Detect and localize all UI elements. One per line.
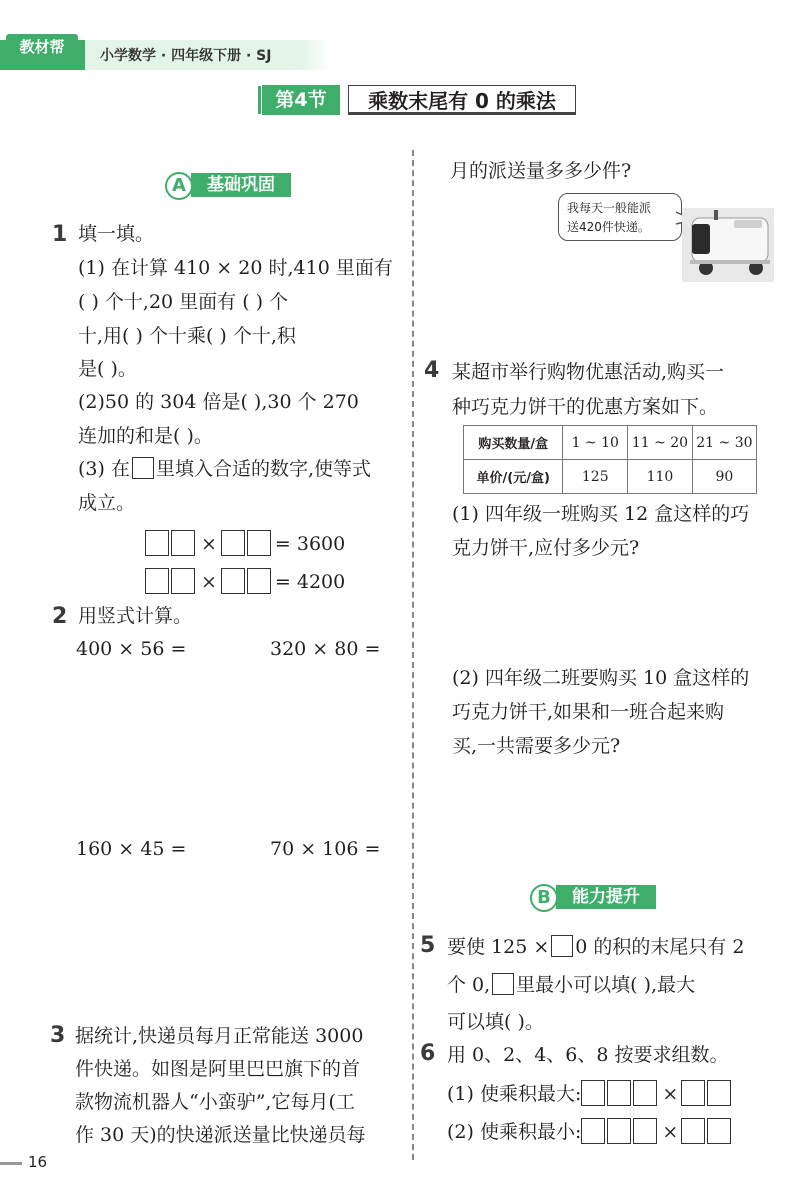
bubble-line: 送420件快递。 (567, 220, 650, 234)
q2-expr: 70 × 106 = (270, 838, 381, 860)
q1-part3 (78, 457, 371, 481)
price-table (463, 425, 757, 494)
answer-box[interactable] (581, 1118, 605, 1144)
answer-box[interactable] (247, 568, 271, 594)
bubble-line: 我每天一般能派 (567, 201, 652, 215)
q6-part1 (447, 1080, 733, 1106)
table-cell: 90 (692, 460, 756, 494)
answer-box[interactable] (707, 1118, 731, 1144)
equation-row: × = 4200 (145, 568, 345, 594)
times-sign: × (662, 1121, 679, 1143)
q3-number: 3 (50, 1023, 66, 1048)
table-row (464, 426, 757, 460)
answer-box[interactable] (607, 1080, 631, 1106)
q4-line: 种巧克力饼干的优惠方案如下。 (452, 396, 719, 418)
answer-box[interactable] (633, 1118, 657, 1144)
answer-box[interactable] (221, 568, 245, 594)
table-cell: 购买数量/盒 (464, 426, 563, 460)
answer-box[interactable] (681, 1118, 705, 1144)
q2-title: 用竖式计算。 (78, 605, 193, 627)
q6-title: 用 0、2、4、6、8 按要求组数。 (447, 1044, 729, 1066)
q4-p2: 买,一共需要多少元? (452, 735, 621, 757)
q6-p2-label: (2) 使乘积最小: (447, 1121, 582, 1143)
section-title: 乘数末尾有 0 的乘法 (348, 85, 576, 115)
header-series: 小学数学 · 四年级下册 · SJ (100, 48, 272, 64)
equation-result: = 4200 (274, 571, 346, 593)
q5-number: 5 (420, 933, 436, 958)
part-b-label: 能力提升 (556, 885, 656, 909)
q2-expr: 160 × 45 = (76, 838, 187, 860)
equation-row: × = 3600 (145, 530, 345, 556)
delivery-robot-image (682, 206, 774, 284)
table-cell: 125 (563, 460, 628, 494)
q6-number: 6 (420, 1041, 436, 1066)
part-a-label: 基础巩固 (191, 173, 291, 197)
q4-p2: (2) 四年级二班要购买 10 盒这样的 (452, 667, 750, 689)
q1-number: 1 (52, 222, 68, 247)
answer-box[interactable] (221, 530, 245, 556)
answer-box[interactable] (492, 973, 514, 995)
column-divider (412, 150, 414, 1160)
table-cell: 单价/(元/盒) (464, 460, 563, 494)
q3-line: 款物流机器人“小蛮驴”,它每月(工 (75, 1091, 355, 1113)
q4-p1: (1) 四年级一班购买 12 盒这样的巧 (452, 503, 750, 525)
part-a-letter: A (165, 172, 193, 200)
q5-l2-pre: 个 0, (447, 974, 491, 996)
q2-number: 2 (52, 604, 68, 629)
q4-number: 4 (424, 358, 440, 383)
table-cell: 21 ~ 30 (692, 426, 756, 460)
answer-box[interactable] (171, 568, 195, 594)
table-cell: 110 (628, 460, 693, 494)
q1-p3-line2: 成立。 (78, 492, 136, 514)
q1-p3-post: 里填入合适的数字,使等式 (155, 458, 372, 480)
q4-p2: 巧克力饼干,如果和一班合起来购 (452, 701, 725, 723)
answer-box[interactable] (707, 1080, 731, 1106)
answer-box[interactable] (581, 1080, 605, 1106)
answer-box[interactable] (681, 1080, 705, 1106)
table-cell: 11 ~ 20 (628, 426, 693, 460)
q5-line3: 可以填( )。 (447, 1011, 544, 1033)
answer-box[interactable] (132, 457, 154, 479)
answer-box[interactable] (633, 1080, 657, 1106)
q5-l1-pre: 要使 125 × (447, 936, 550, 958)
page-number-dash (0, 1162, 22, 1165)
q1-p3-pre: (3) 在 (78, 458, 130, 480)
table-row (464, 460, 757, 494)
q5-l1-post: 0 的积的末尾只有 2 (575, 936, 745, 958)
header-brand: 教材帮 (6, 34, 78, 60)
times-sign: × (662, 1083, 679, 1105)
q6-part2 (447, 1118, 733, 1144)
page-number: 16 (28, 1153, 48, 1171)
q3-line: 据统计,快递员每月正常能送 3000 (75, 1025, 364, 1047)
answer-box[interactable] (247, 530, 271, 556)
q5-l2-post: 里最小可以填( ),最大 (516, 974, 696, 996)
q1-line: 是( )。 (78, 358, 137, 380)
section-number: 第4节 (262, 85, 340, 115)
q6-p1-label: (1) 使乘积最大: (447, 1083, 582, 1105)
answer-box[interactable] (145, 530, 169, 556)
q2-expr: 400 × 56 = (76, 638, 187, 660)
answer-box[interactable] (145, 568, 169, 594)
q1-line: 连加的和是( )。 (78, 425, 213, 447)
q1-line: (1) 在计算 410 × 20 时,410 里面有 (78, 257, 393, 279)
answer-box[interactable] (551, 935, 573, 957)
q3-line: 作 30 天)的快递派送量比快递员每 (75, 1124, 366, 1146)
q2-expr: 320 × 80 = (270, 638, 381, 660)
q3-line: 月的派送量多多少件? (450, 160, 632, 182)
q1-line: ( ) 个十,20 里面有 ( ) 个 (78, 291, 289, 313)
q1-line: (2)50 的 304 倍是( ),30 个 270 (78, 391, 359, 413)
q4-line: 某超市举行购物优惠活动,购买一 (452, 361, 725, 383)
part-b-letter: B (530, 884, 558, 912)
q3-line: 件快递。如图是阿里巴巴旗下的首 (75, 1058, 361, 1080)
q1-title: 填一填。 (78, 223, 155, 245)
q5-line2 (447, 973, 695, 997)
q1-line: 十,用( ) 个十乘( ) 个十,积 (78, 325, 296, 347)
answer-box[interactable] (171, 530, 195, 556)
q4-p1: 克力饼干,应付多少元? (452, 537, 640, 559)
table-cell: 1 ~ 10 (563, 426, 628, 460)
q5-line1 (447, 935, 745, 959)
equation-result: = 3600 (274, 533, 346, 555)
speech-bubble (558, 193, 682, 241)
answer-box[interactable] (607, 1118, 631, 1144)
